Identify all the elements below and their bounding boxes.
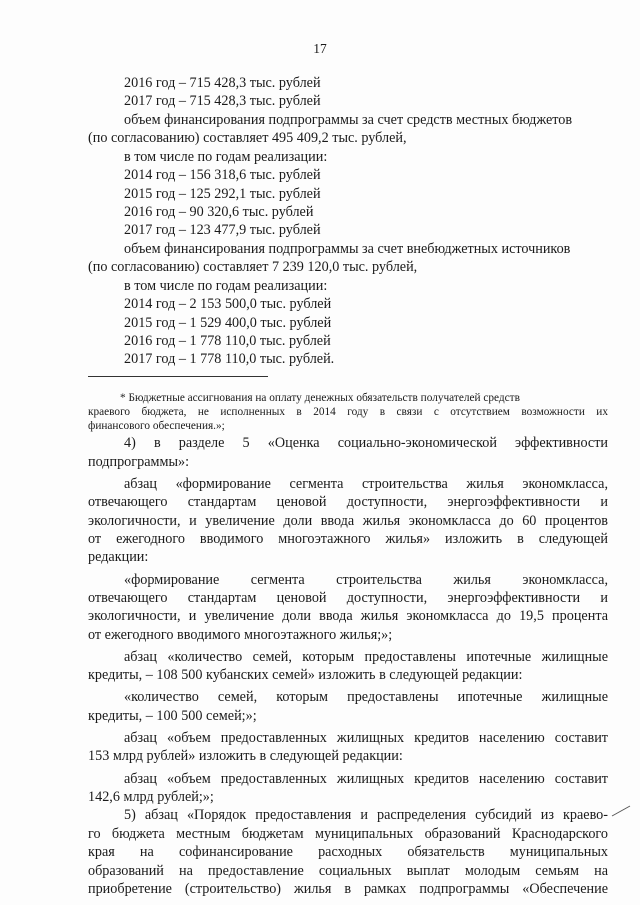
text-line: в том числе по годам реализации: (124, 277, 328, 294)
text-line: 5) абзац «Порядок предоставления и распределения субсидий из краево- (124, 807, 608, 824)
text-line: 2016 год – 90 320,6 тыс. рублей (124, 204, 314, 220)
text-line: подпрограммы»: (88, 453, 190, 470)
text-line: объем финансирования подпрограммы за счет средств местных бюджетов (124, 111, 573, 128)
text-line: 2015 год – 125 292,1 тыс. рублей (124, 185, 321, 202)
text-line: 142,6 млрд рублей;»; (88, 788, 214, 805)
text-line: кредиты, – 108 500 кубанских семей» изложить в следующей редакции: (88, 667, 523, 684)
text-line: образований на предоставление социальных выплат молодым семьям на (88, 862, 608, 879)
text-line: отвечающего стандартам ценовой доступности, энергоэффективности и (88, 494, 608, 511)
text-line: абзац «количество семей, которым предоставлены ипотечные жилищные (124, 648, 608, 665)
pen-mark-icon (610, 804, 632, 818)
text-line: абзац «формирование сегмента строительства жилья экономкласса, (124, 475, 608, 492)
text-line: 2017 год – 715 428,3 тыс. рублей (124, 93, 321, 110)
text-line: объем финансирования подпрограммы за счет внебюджетных источников (124, 240, 571, 257)
text-line: 2017 год – 123 477,9 тыс. рублей (124, 222, 321, 239)
text-line: абзац «объем предоставленных жилищных кредитов населению составит (124, 729, 608, 746)
text-line: отвечающего стандартам ценовой доступности, энергоэффективности и (88, 589, 608, 606)
text-line: экологичности, и увеличение доли ввода жилья экономкласса до 19,5 процента (88, 608, 608, 625)
text-line: 4) в разделе 5 «Оценка социально-экономической эффективности (124, 435, 608, 452)
text-line: «количество семей, которым предоставлены ипотечные жилищные (124, 689, 608, 706)
text-line: 2016 год – 715 428,3 тыс. рублей (124, 75, 321, 91)
text-line: 2017 год – 1 778 110,0 тыс. рублей. (124, 351, 335, 368)
text-line: от ежегодного вводимого многоэтажного жилья» изложить в следующей (88, 531, 608, 547)
footnote-divider (88, 376, 268, 377)
page-number: 17 (313, 41, 327, 56)
text-line: (по согласованию) составляет 7 239 120,0 тыс. рублей, (88, 259, 418, 276)
text-line: приобретение (строительство) жилья в рамках подпрограммы «Обеспечение (88, 881, 608, 897)
text-line: 153 млрд рублей» изложить в следующей редакции: (88, 748, 403, 765)
text-line: в том числе по годам реализации: (124, 148, 328, 165)
footnote-line: краевого бюджета, не исполненных в 2014 году в связи с отсутствием возможности их (88, 405, 608, 418)
text-line: (по согласованию) составляет 495 409,2 тыс. рублей, (88, 130, 407, 147)
text-line: 2014 год – 2 153 500,0 тыс. рублей (124, 296, 332, 313)
text-line: края на софинансирование расходных обязательств муниципальных (88, 844, 608, 861)
text-line: экологичности, и увеличение доли ввода жилья экономкласса до 60 процентов (88, 512, 608, 529)
text-line: 2016 год – 1 778 110,0 тыс. рублей (124, 332, 331, 349)
text-line: 2014 год – 156 318,6 тыс. рублей (124, 167, 321, 184)
footnote-line: финансового обеспечения.»; (88, 419, 225, 432)
footnote-line: * Бюджетные ассигнования на оплату денежных обязательств получателей средств (120, 391, 520, 404)
text-line: редакции: (88, 549, 149, 566)
text-line: «формирование сегмента строительства жилья экономкласса, (124, 571, 608, 588)
text-line: от ежегодного вводимого многоэтажного жилья;»; (88, 626, 393, 643)
text-line: кредиты, – 100 500 семей;»; (88, 707, 257, 724)
text-line: го бюджета местным бюджетам муниципальных образований Краснодарского (88, 825, 608, 842)
text-line: абзац «объем предоставленных жилищных кредитов населению составит (124, 770, 608, 787)
text-line: 2015 год – 1 529 400,0 тыс. рублей (124, 314, 332, 331)
